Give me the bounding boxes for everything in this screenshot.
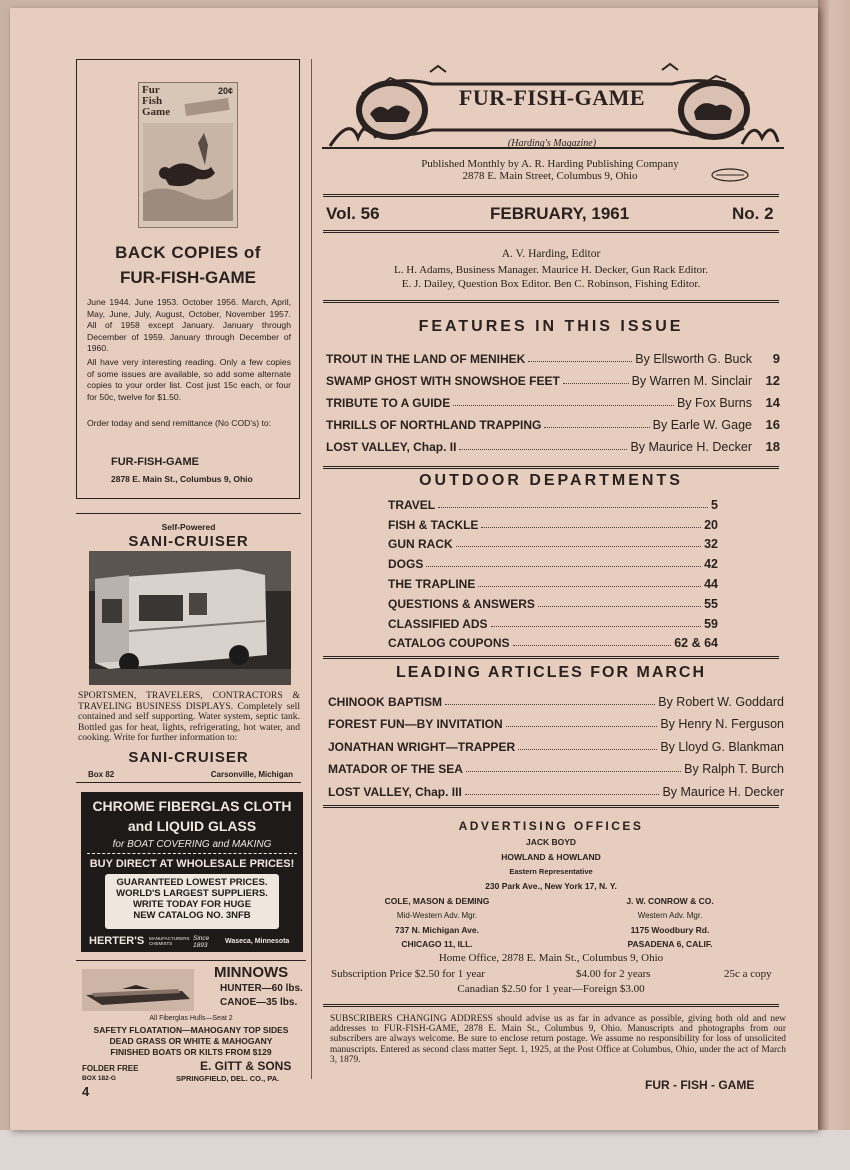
feature-author: By Earle W. Gage bbox=[652, 418, 752, 432]
office-line: Western Adv. Mgr. bbox=[637, 911, 703, 920]
herters-fiberglas-ad bbox=[81, 792, 303, 952]
feature-title: LOST VALLEY, Chap. II bbox=[326, 440, 457, 454]
office-line: PASADENA 6, CALIF. bbox=[627, 939, 713, 949]
department-title: DOGS bbox=[388, 557, 424, 572]
home-office: Home Office, 2878 E. Main St., Columbus 9, Ohio bbox=[438, 952, 664, 964]
publisher-address: 2878 E. Main Street, Columbus 9, Ohio bbox=[462, 170, 638, 182]
masthead-title: FUR-FISH-GAME bbox=[458, 85, 646, 110]
feature-page: 12 bbox=[765, 373, 780, 388]
back-copies-subheading: FUR-FISH-GAME bbox=[120, 268, 256, 287]
minnows-canoe-weight: CANOE—35 lbs. bbox=[220, 997, 298, 1008]
staff-editor: A. V. Harding, Editor bbox=[501, 248, 601, 260]
feature-author: By Warren M. Sinclair bbox=[631, 374, 752, 388]
department-page: 44 bbox=[704, 576, 718, 591]
march-title: JONATHAN WRIGHT—TRAPPER bbox=[328, 739, 516, 754]
feature-page: 9 bbox=[772, 351, 780, 366]
cover-title-line: Fish bbox=[142, 95, 163, 107]
department-page: 62 & 64 bbox=[674, 636, 718, 651]
page-gutter bbox=[818, 0, 850, 1170]
advertising-midwest bbox=[362, 894, 512, 951]
office-line: J. W. CONROW & CO. bbox=[626, 896, 714, 906]
column-divider bbox=[311, 59, 312, 1079]
march-author: By Ralph T. Burch bbox=[684, 762, 784, 776]
department-row[interactable] bbox=[388, 512, 718, 532]
department-title: THE TRAPLINE bbox=[388, 576, 476, 591]
herters-brand: HERTER'S bbox=[89, 935, 145, 947]
staff-line: L. H. Adams, Business Manager. Maurice H. Decker, Gun Rack Editor. bbox=[394, 264, 708, 276]
departments-heading: OUTDOOR DEPARTMENTS bbox=[419, 472, 683, 489]
office-line: CHICAGO 11, ILL. bbox=[401, 939, 473, 949]
departments-rule bbox=[323, 656, 779, 659]
back-copies-ad bbox=[76, 59, 300, 499]
department-title: FISH & TACKLE bbox=[388, 517, 479, 532]
minnows-box: BOX 182-G bbox=[82, 1075, 116, 1082]
cover-title-line: Fur bbox=[142, 84, 160, 96]
sani-cruiser-title: SANI-CRUISER bbox=[128, 533, 249, 550]
camper-truck-photo bbox=[89, 551, 291, 685]
feature-row[interactable] bbox=[326, 344, 780, 366]
staff-rule bbox=[323, 300, 779, 303]
department-row[interactable] bbox=[388, 532, 718, 552]
minnows-boat-ad bbox=[76, 960, 306, 1081]
herters-location: Waseca, Minnesota bbox=[225, 938, 290, 945]
office-line: 1175 Woodbury Rd. bbox=[630, 925, 710, 935]
march-row[interactable] bbox=[328, 709, 784, 732]
sani-cruiser-description: SPORTSMEN, TRAVELERS, CONTRACTORS & TRAVELING BUSINESS DISPLAYS. Completely sell contained and self supporting. Water system, septic tank. Bottled gas for heat, lights, refrigerating, hot water, and cooking. Write for further information to: bbox=[78, 690, 300, 744]
feature-page: 14 bbox=[765, 395, 780, 410]
feature-row[interactable] bbox=[326, 366, 780, 388]
subscriber-notice: SUBSCRIBERS CHANGING ADDRESS should advise us as far in advance as possible, giving both old and new addresses to FUR-FISH-GAME, 2878 E. Main St., Columbus 9, Ohio. Manuscripts and photographs from our subscribers are always welcome. Be sure to enclose return postage. We assume no responsibility for loss of unsolicited manuscripts. Entered as second class matter Sept. 1, 1925, at the Post Office at Columbus, Ohio, under the act of March 3, 1879. bbox=[330, 1014, 786, 1065]
department-title: TRAVEL bbox=[388, 497, 436, 512]
feature-page: 16 bbox=[765, 417, 780, 432]
advertising-role: Eastern Representative bbox=[509, 867, 593, 876]
advertising-contact: JACK BOYD bbox=[525, 837, 577, 847]
minnows-hunter-weight: HUNTER—60 lbs. bbox=[220, 983, 303, 994]
notice-rule bbox=[323, 1004, 779, 1007]
subscription-two-year: $4.00 for 2 years bbox=[576, 968, 651, 980]
march-row[interactable] bbox=[328, 754, 784, 777]
department-row[interactable] bbox=[388, 611, 718, 631]
herters-offer-line: GUARANTEED LOWEST PRICES. bbox=[116, 877, 268, 888]
march-author: By Henry N. Ferguson bbox=[660, 717, 784, 731]
march-author: By Lloyd G. Blankman bbox=[660, 739, 784, 754]
back-copies-description: All have very interesting reading. Only a few copies of some issues are available, so add some alternate copies to your order list. Cost just 15c each, or four for 50c, twelve for $1.50. bbox=[87, 357, 291, 402]
department-page: 59 bbox=[704, 616, 718, 631]
issue-bar-top-rule bbox=[323, 194, 779, 197]
minnows-title: MINNOWS bbox=[214, 964, 289, 981]
cover-animal-illustration bbox=[143, 123, 233, 221]
magazine-cover-thumbnail bbox=[138, 82, 238, 228]
office-line: Mid-Western Adv. Mgr. bbox=[396, 911, 478, 920]
department-page: 42 bbox=[704, 557, 718, 572]
minnows-folder: FOLDER FREE bbox=[82, 1064, 139, 1073]
department-page: 20 bbox=[704, 517, 718, 532]
minnows-feature-line: SAFETY FLOATATION—MAHOGANY TOP SIDES bbox=[93, 1025, 289, 1035]
back-copies-issue-list: June 1944. June 1953. October 1956. March, April, May, June, July, August, October, November 1957. All of 1958 except January. January through December of 1959. January through December of 1960. bbox=[87, 297, 291, 353]
department-page: 32 bbox=[704, 537, 718, 552]
feature-author: By Fox Burns bbox=[676, 396, 752, 410]
department-row[interactable] bbox=[388, 631, 718, 651]
cover-price: 20¢ bbox=[217, 86, 233, 96]
herters-offer-line: NEW CATALOG NO. 3NFB bbox=[133, 910, 251, 921]
staff-line: E. J. Dailey, Question Box Editor. Ben C. Robinson, Fishing Editor. bbox=[401, 278, 701, 290]
department-row[interactable] bbox=[388, 571, 718, 591]
issue-date: FEBRUARY, 1961 bbox=[490, 204, 630, 223]
scan-background bbox=[0, 1130, 850, 1170]
feature-author: By Maurice H. Decker bbox=[630, 440, 752, 454]
departments-list bbox=[388, 492, 718, 650]
herters-offer-line: WRITE TODAY FOR HUGE bbox=[132, 899, 252, 910]
feature-row[interactable] bbox=[326, 388, 780, 410]
herters-wholesale-line: BUY DIRECT AT WHOLESALE PRICES! bbox=[89, 858, 295, 870]
features-list bbox=[326, 344, 780, 454]
feature-row[interactable] bbox=[326, 432, 780, 454]
department-row[interactable] bbox=[388, 551, 718, 571]
sani-cruiser-kicker: Self-Powered bbox=[161, 522, 216, 532]
back-copies-company: FUR-FISH-GAME bbox=[111, 456, 199, 468]
feature-author: By Ellsworth G. Buck bbox=[635, 352, 752, 366]
department-title: CLASSIFIED ADS bbox=[388, 616, 488, 631]
feature-title: TRIBUTE TO A GUIDE bbox=[326, 396, 451, 410]
march-row[interactable] bbox=[328, 686, 784, 709]
cover-title-line: Game bbox=[142, 106, 171, 118]
back-copies-order-note: Order today and send remittance (No COD's) to: bbox=[87, 418, 272, 428]
feature-row[interactable] bbox=[326, 410, 780, 432]
feature-title: TROUT IN THE LAND OF MENIHEK bbox=[326, 352, 526, 366]
sani-cruiser-box: Box 82 bbox=[88, 770, 115, 779]
advertising-firm: HOWLAND & HOWLAND bbox=[501, 852, 601, 862]
canadian-foreign-price: Canadian $2.50 for 1 year—Foreign $3.00 bbox=[457, 983, 645, 995]
page-number: 4 bbox=[82, 1084, 90, 1099]
union-label-icon bbox=[710, 168, 750, 182]
sani-cruiser-city: Carsonville, Michigan bbox=[210, 770, 293, 779]
herters-headline: CHROME FIBERGLAS CLOTH bbox=[92, 798, 292, 814]
masthead-subtitle: (Harding's Magazine) bbox=[507, 138, 597, 149]
department-page: 5 bbox=[711, 497, 718, 512]
department-title: QUESTIONS & ANSWERS bbox=[388, 596, 535, 611]
department-title: CATALOG COUPONS bbox=[388, 636, 510, 651]
office-line: 737 N. Michigan Ave. bbox=[395, 925, 479, 935]
march-author: By Maurice H. Decker bbox=[662, 784, 784, 799]
boat-illustration bbox=[82, 969, 194, 1011]
march-title: MATADOR OF THE SEA bbox=[328, 762, 463, 776]
publisher-line: Published Monthly by A. R. Harding Publishing Company bbox=[421, 158, 679, 170]
back-copies-heading: BACK COPIES of bbox=[115, 243, 261, 262]
department-page: 55 bbox=[704, 596, 718, 611]
running-footer: FUR - FISH - GAME bbox=[645, 1078, 755, 1092]
herters-subheadline: and LIQUID GLASS bbox=[127, 818, 257, 834]
march-title: LOST VALLEY, Chap. III bbox=[328, 784, 462, 799]
department-row[interactable] bbox=[388, 492, 718, 512]
sani-cruiser-ad bbox=[76, 513, 301, 783]
minnows-feature-line: DEAD GRASS OR WHITE & MAHOGANY bbox=[109, 1036, 273, 1046]
magazine-page bbox=[10, 8, 818, 1130]
features-rule bbox=[323, 466, 779, 469]
feature-title: THRILLS OF NORTHLAND TRAPPING bbox=[326, 418, 542, 432]
herters-tagline: for BOAT COVERING and MAKING bbox=[112, 839, 272, 850]
issue-number: No. 2 bbox=[732, 204, 774, 223]
herters-offer-line: WORLD'S LARGEST SUPPLIERS. bbox=[116, 888, 268, 899]
advertising-address: 230 Park Ave., New York 17, N. Y. bbox=[485, 881, 617, 891]
march-list bbox=[328, 686, 784, 799]
minnows-company: E. GITT & SONS bbox=[200, 1059, 292, 1073]
march-row[interactable] bbox=[328, 776, 784, 799]
department-row[interactable] bbox=[388, 591, 718, 611]
back-copies-address: 2878 E. Main St., Columbus 9, Ohio bbox=[111, 474, 253, 484]
single-copy-price: 25c a copy bbox=[724, 968, 772, 980]
march-title: FOREST FUN—BY INVITATION bbox=[328, 717, 503, 731]
issue-volume: Vol. 56 bbox=[326, 204, 380, 223]
herters-mfr: MANUFACTURERS CHEMISTS bbox=[149, 936, 190, 946]
minnows-hulls: All Fiberglas Hulls—Seat 2 bbox=[149, 1015, 233, 1022]
department-title: GUN RACK bbox=[388, 537, 453, 552]
march-author: By Robert W. Goddard bbox=[658, 694, 784, 709]
subscription-price: Subscription Price $2.50 for 1 year bbox=[331, 968, 485, 980]
feature-page: 18 bbox=[765, 439, 780, 454]
march-heading: LEADING ARTICLES FOR MARCH bbox=[395, 664, 707, 681]
sani-cruiser-brand: SANI-CRUISER bbox=[128, 749, 249, 766]
march-row[interactable] bbox=[328, 731, 784, 754]
march-title: CHINOOK BAPTISM bbox=[328, 694, 442, 709]
issue-bar-bottom-rule bbox=[323, 230, 779, 233]
features-heading: FEATURES IN THIS ISSUE bbox=[418, 318, 684, 335]
minnows-price-line: FINISHED BOATS OR KILTS FROM $129 bbox=[110, 1047, 272, 1057]
office-line: COLE, MASON & DEMING bbox=[384, 896, 490, 906]
minnows-address: SPRINGFIELD, DEL. CO., PA. bbox=[176, 1074, 280, 1083]
advertising-heading: ADVERTISING OFFICES bbox=[458, 819, 644, 833]
herters-offer-box bbox=[105, 874, 279, 929]
advertising-western bbox=[590, 894, 750, 951]
march-rule bbox=[323, 805, 779, 808]
feature-title: SWAMP GHOST WITH SNOWSHOE FEET bbox=[326, 374, 560, 388]
herters-since: Since 1893 bbox=[193, 935, 210, 949]
